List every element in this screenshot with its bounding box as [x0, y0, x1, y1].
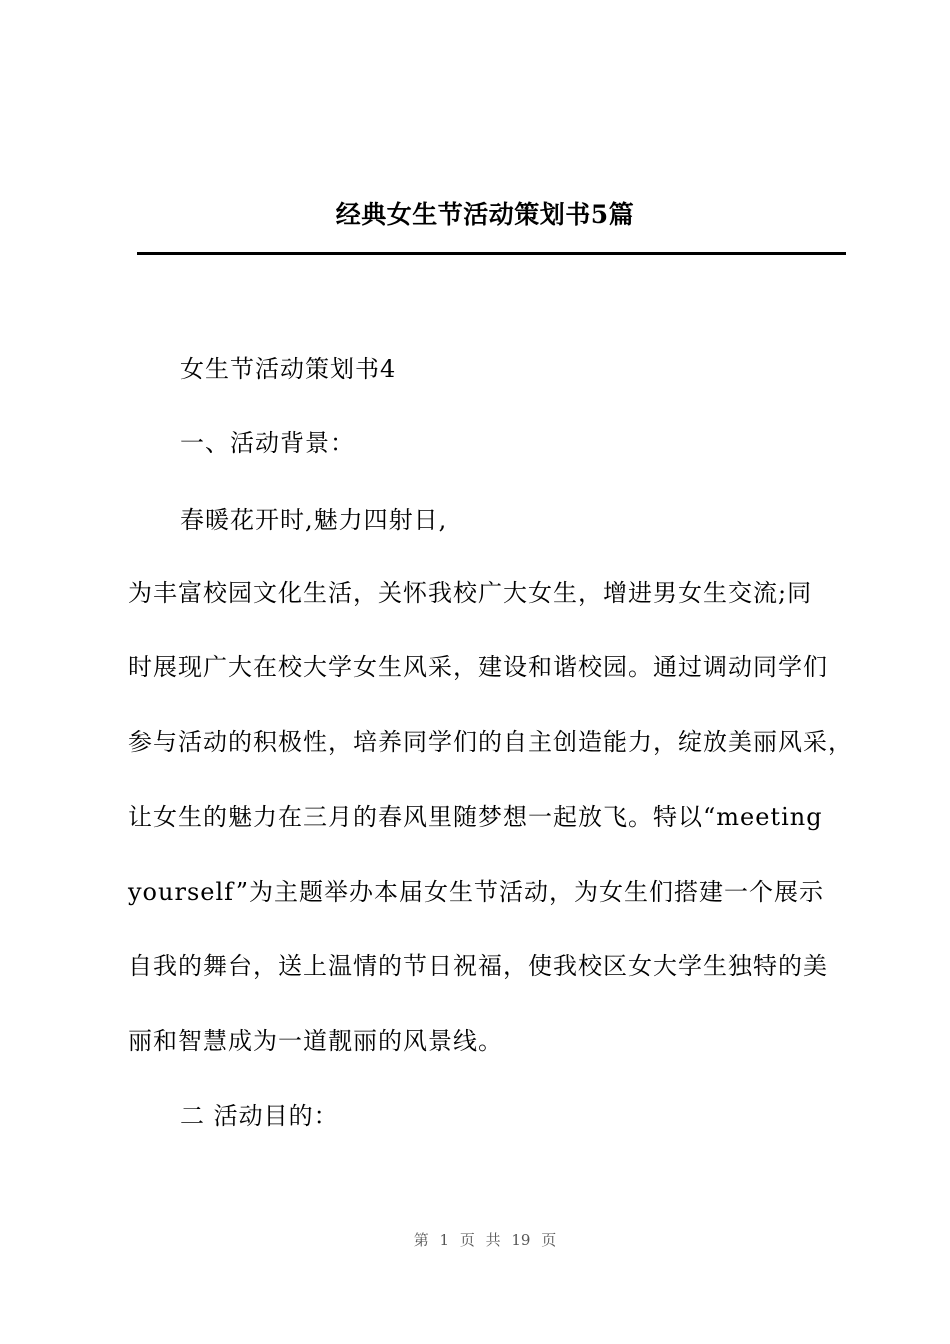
- section-heading: 一、活动背景：: [180, 429, 355, 457]
- paragraph-line: 丽和智慧成为一道靓丽的风景线。: [128, 1027, 503, 1055]
- section-heading: 二 活动目的：: [180, 1102, 339, 1130]
- section-heading: 女生节活动策划书4: [180, 355, 397, 383]
- title-underline: [137, 252, 846, 255]
- paragraph-line: 为丰富校园文化生活，关怀我校广大女生，增进男女生交流;同: [128, 579, 813, 607]
- document-title: 经典女生节活动策划书5篇: [335, 200, 635, 229]
- paragraph-line: 自我的舞台，送上温情的节日祝福，使我校区女大学生独特的美: [128, 952, 828, 980]
- page-number-footer: 第 1 页 共 19 页: [413, 1231, 557, 1249]
- paragraph-line: 春暖花开时,魅力四射日,: [180, 506, 448, 534]
- paragraph-line: 参与活动的积极性，培养同学们的自主创造能力，绽放美丽风采，: [128, 728, 853, 756]
- paragraph-line: 时展现广大在校大学女生风采，建设和谐校园。通过调动同学们: [128, 653, 828, 681]
- paragraph-line: yourself”为主题举办本届女生节活动，为女生们搭建一个展示: [128, 878, 825, 906]
- paragraph-line: 让女生的魅力在三月的春风里随梦想一起放飞。特以“meeting: [128, 803, 823, 831]
